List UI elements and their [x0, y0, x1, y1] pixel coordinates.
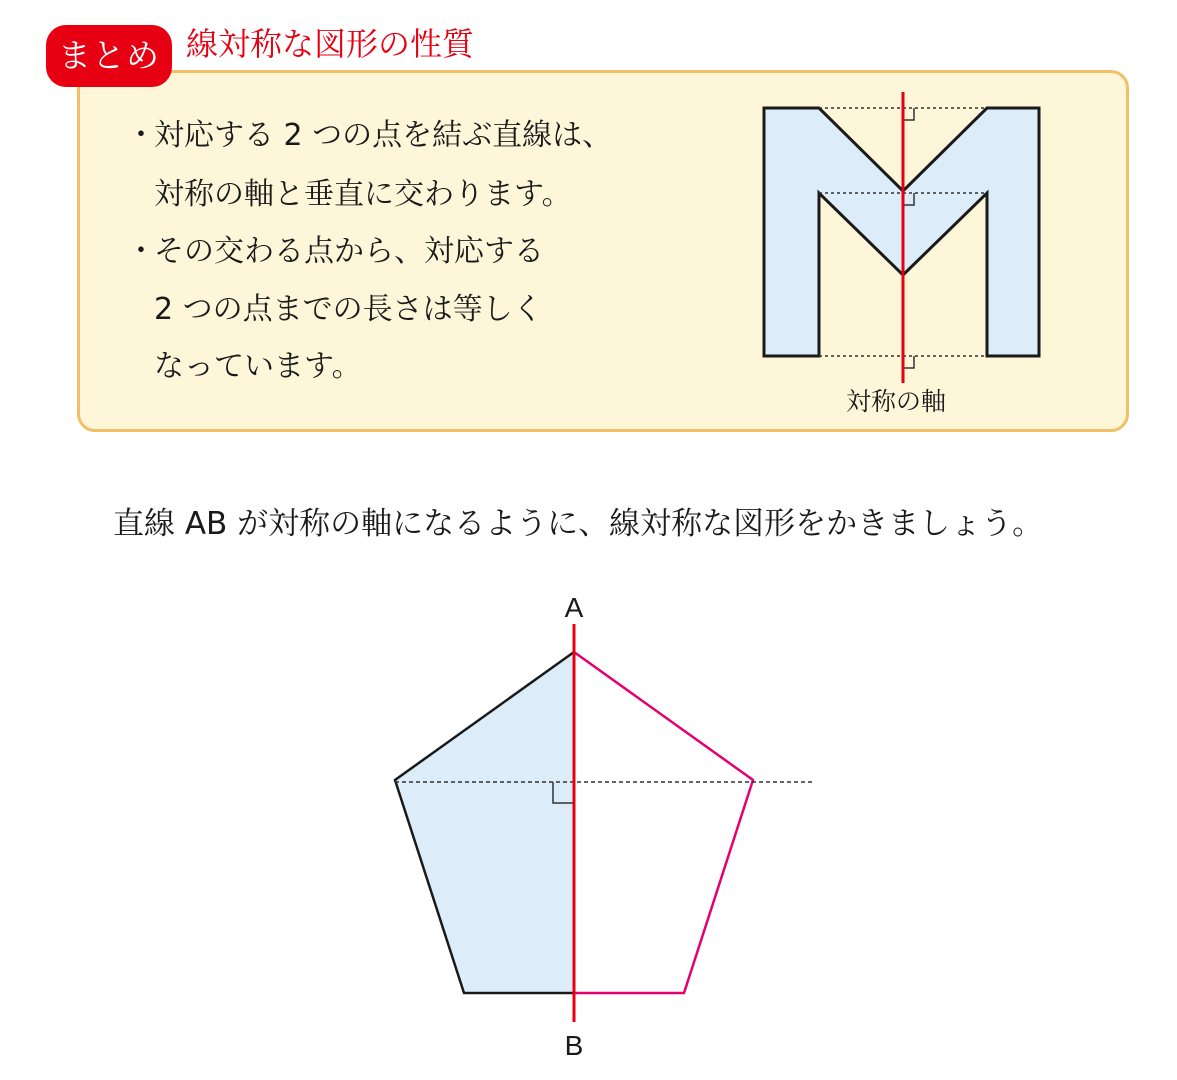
- label-b: B: [564, 1030, 584, 1061]
- exercise-instruction: 直線 AB が対称の軸になるように、線対称な図形をかきましょう。: [113, 506, 1044, 542]
- summary-line-4: 2 つの点までの長さは等しく: [154, 292, 543, 327]
- pentagon-figure: [380, 590, 830, 1070]
- m-right-angle-bottom: [903, 356, 914, 368]
- bullet-mark-2: ・: [126, 234, 156, 269]
- summary-line-3: その交わる点から、対応する: [154, 234, 544, 269]
- pentagon-drawn-half-outline: [574, 652, 753, 993]
- pentagon-given-half-fill: [395, 652, 574, 993]
- axis-label: 対称の軸: [846, 387, 947, 416]
- summary-line-2: 対称の軸と垂直に交わります。: [154, 177, 572, 212]
- summary-line-5: なっています。: [154, 349, 362, 384]
- bullet-mark-1: ・: [126, 118, 156, 153]
- summary-badge: まとめ: [46, 25, 172, 87]
- letter-m-figure: [745, 80, 1055, 385]
- summary-title: 線対称な図形の性質: [186, 25, 475, 63]
- m-right-angle-top: [903, 108, 914, 120]
- label-a: A: [564, 592, 584, 623]
- summary-line-1: 対応する 2 つの点を結ぶ直線は、: [154, 118, 613, 153]
